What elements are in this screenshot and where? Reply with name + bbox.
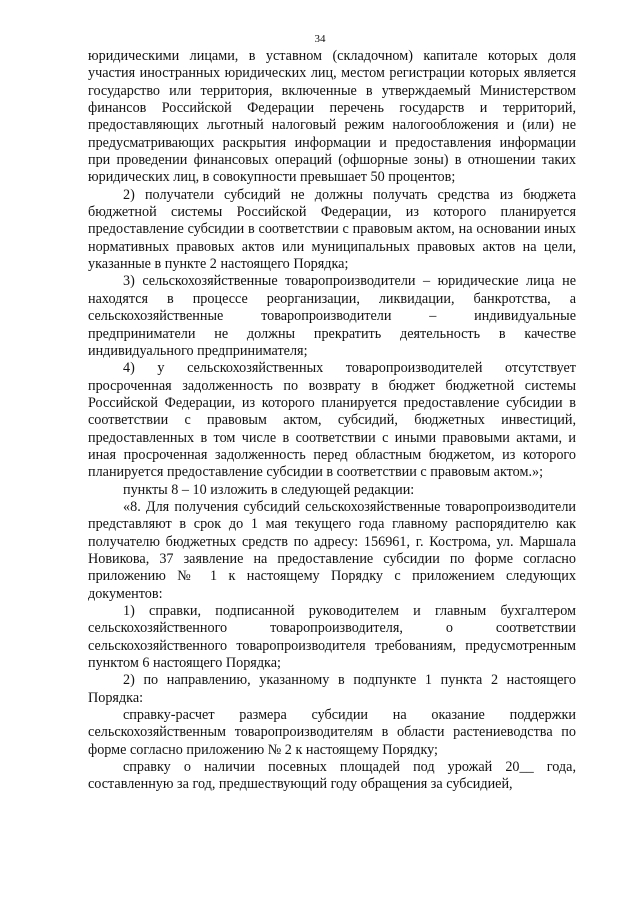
paragraph-item-3: 3) сельскохозяйственные товаропроизводители – юридические лица не находятся в процессе реорганизации, ликвидации, банкротства, а сельскохозяйственные товаропроизводители – индивидуальные предприниматели не должны прекратить деятельность в качестве индивидуального предпринимателя;	[88, 273, 576, 359]
paragraph-amendment-intro: пункты 8 – 10 изложить в следующей редакции:	[123, 481, 415, 498]
paragraph-item-2: 2) получатели субсидий не должны получать средства из бюджета бюджетной системы Российской Федерации, из которого планируется предоставление субсидии в соответствии с правовым актом, на основании иных нормативных правовых актов или муниципальных правовых актов на цели, указанные в пункте 2 настоящего Порядка;	[88, 186, 576, 273]
paragraph-item-4: 4) у сельскохозяйственных товаропроизводителей отсутствует просроченная задолженность по возврату в бюджет бюджетной системы Российской Федерации, из которого планируется предоставление субсидии в соответствии с правовым актом, субсидий, бюджетных инвестиций, предоставленных в том числе в соответствии с иными правовыми актами, и иная просроченная задолженность перед областным бюджетом, из которого планируется предоставление субсидии в соответствии с правовым актом.»;	[88, 360, 576, 481]
paragraph-calculation-certificate: справку-расчет размера субсидии на оказание поддержки сельскохозяйственным товаропроизводителям в области растениеводства по форме согласно приложению № 2 к настоящему Порядку;	[88, 707, 576, 758]
paragraph-sown-area-certificate: справку о наличии посевных площадей под урожай 20__ года, составленную за год, предшествующий году обращения за субсидией,	[88, 759, 576, 793]
paragraph-point-8: «8. Для получения субсидий сельскохозяйственные товаропроизводители представляют в срок до 1 мая текущего года главному распорядителю как получателю бюджетных средств по адресу: 156961, г. Кострома, ул. Маршала Новикова, 37 заявление на предоставление субсидии по форме согласно приложению № 1 к настоящему Порядку с приложением следующих документов:	[88, 498, 576, 602]
paragraph-subitem-2: 2) по направлению, указанному в подпункте 1 пункта 2 настоящего Порядка:	[88, 672, 576, 706]
paragraph-subitem-1: 1) справки, подписанной руководителем и главным бухгалтером сельскохозяйственного товаропроизводителя, о соответствии сельскохозяйственного товаропроизводителя требованиям, предусмотренным пунктом 6 настоящего Порядка;	[88, 603, 576, 672]
document-body	[88, 48, 576, 794]
page-number: 34	[314, 33, 326, 45]
paragraph-continuation: юридическими лицами, в уставном (складочном) капитале которых доля участия иностранных юридических лиц, местом регистрации которых является государство или территория, включенные в утверждаемый Министерством финансов Российской Федерации перечень государств и территорий, предоставляющих льготный налоговый режим налогообложения и (или) не предусматривающих раскрытия информации и предоставления информации при проведении финансовых операций (офшорные зоны) в отношении таких юридических лиц, в совокупности превышает 50 процентов;	[88, 48, 576, 186]
